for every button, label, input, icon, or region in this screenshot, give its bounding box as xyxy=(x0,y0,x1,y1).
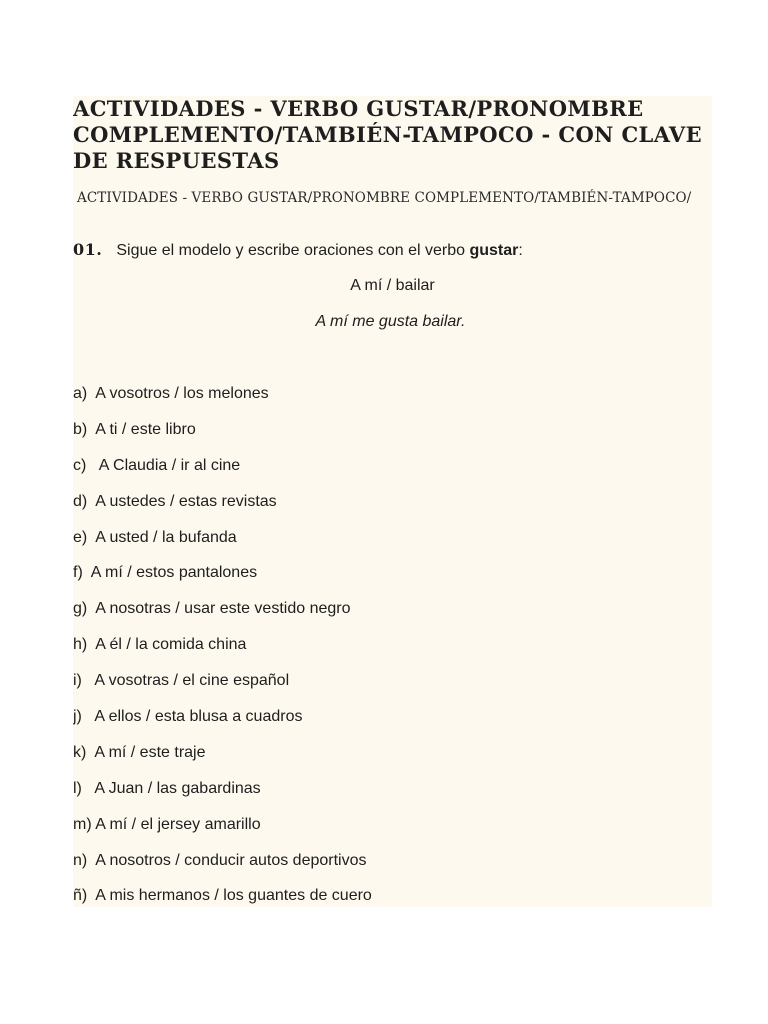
list-item: g) A nosotras / usar este vestido negro xyxy=(73,600,351,618)
document-page xyxy=(73,96,712,907)
document-title: ACTIVIDADES - VERBO GUSTAR/PRONOMBRE COMPLEMENTO/TAMBIÉN-TAMPOCO - CON CLAVE DE RESPUESTAS xyxy=(73,96,702,173)
document-subtitle: ACTIVIDADES - VERBO GUSTAR/PRONOMBRE COMPLEMENTO/TAMBIÉN-TAMPOCO/ xyxy=(77,190,692,206)
list-item: m) A mí / el jersey amarillo xyxy=(73,815,261,833)
list-item: e) A usted / la bufanda xyxy=(73,528,237,546)
list-item: l) A Juan / las gabardinas xyxy=(73,779,261,797)
list-item: j) A ellos / esta blusa a cuadros xyxy=(73,708,303,726)
list-item: i) A vosotras / el cine español xyxy=(73,672,290,690)
list-item: a) A vosotros / los melones xyxy=(73,385,269,402)
list-item: n) A nosotros / conducir autos deportivos xyxy=(73,851,367,869)
exercise-verb: gustar xyxy=(469,242,519,259)
list-item: f) A mí / estos pantalones xyxy=(73,564,258,582)
exercise-number: 01. xyxy=(73,240,103,259)
exercise-instruction-end: : xyxy=(518,242,523,259)
model-prompt: A mí / bailar xyxy=(350,277,435,294)
list-item: h) A él / la comida china xyxy=(73,636,247,654)
exercise-instruction-text: Sigue el modelo y escribe oraciones con el verbo xyxy=(116,242,470,259)
list-item: ñ) A mis hermanos / los guantes de cuero xyxy=(73,887,372,905)
list-item: d) A ustedes / estas revistas xyxy=(73,492,277,510)
exercise-instruction xyxy=(73,240,712,261)
list-item: b) A ti / este libro xyxy=(73,420,196,438)
list-item: k) A mí / este traje xyxy=(73,743,206,761)
model-answer: A mí me gusta bailar. xyxy=(315,313,466,330)
list-item: c) A Claudia / ir al cine xyxy=(73,456,241,474)
exercise-items-list xyxy=(73,384,712,907)
